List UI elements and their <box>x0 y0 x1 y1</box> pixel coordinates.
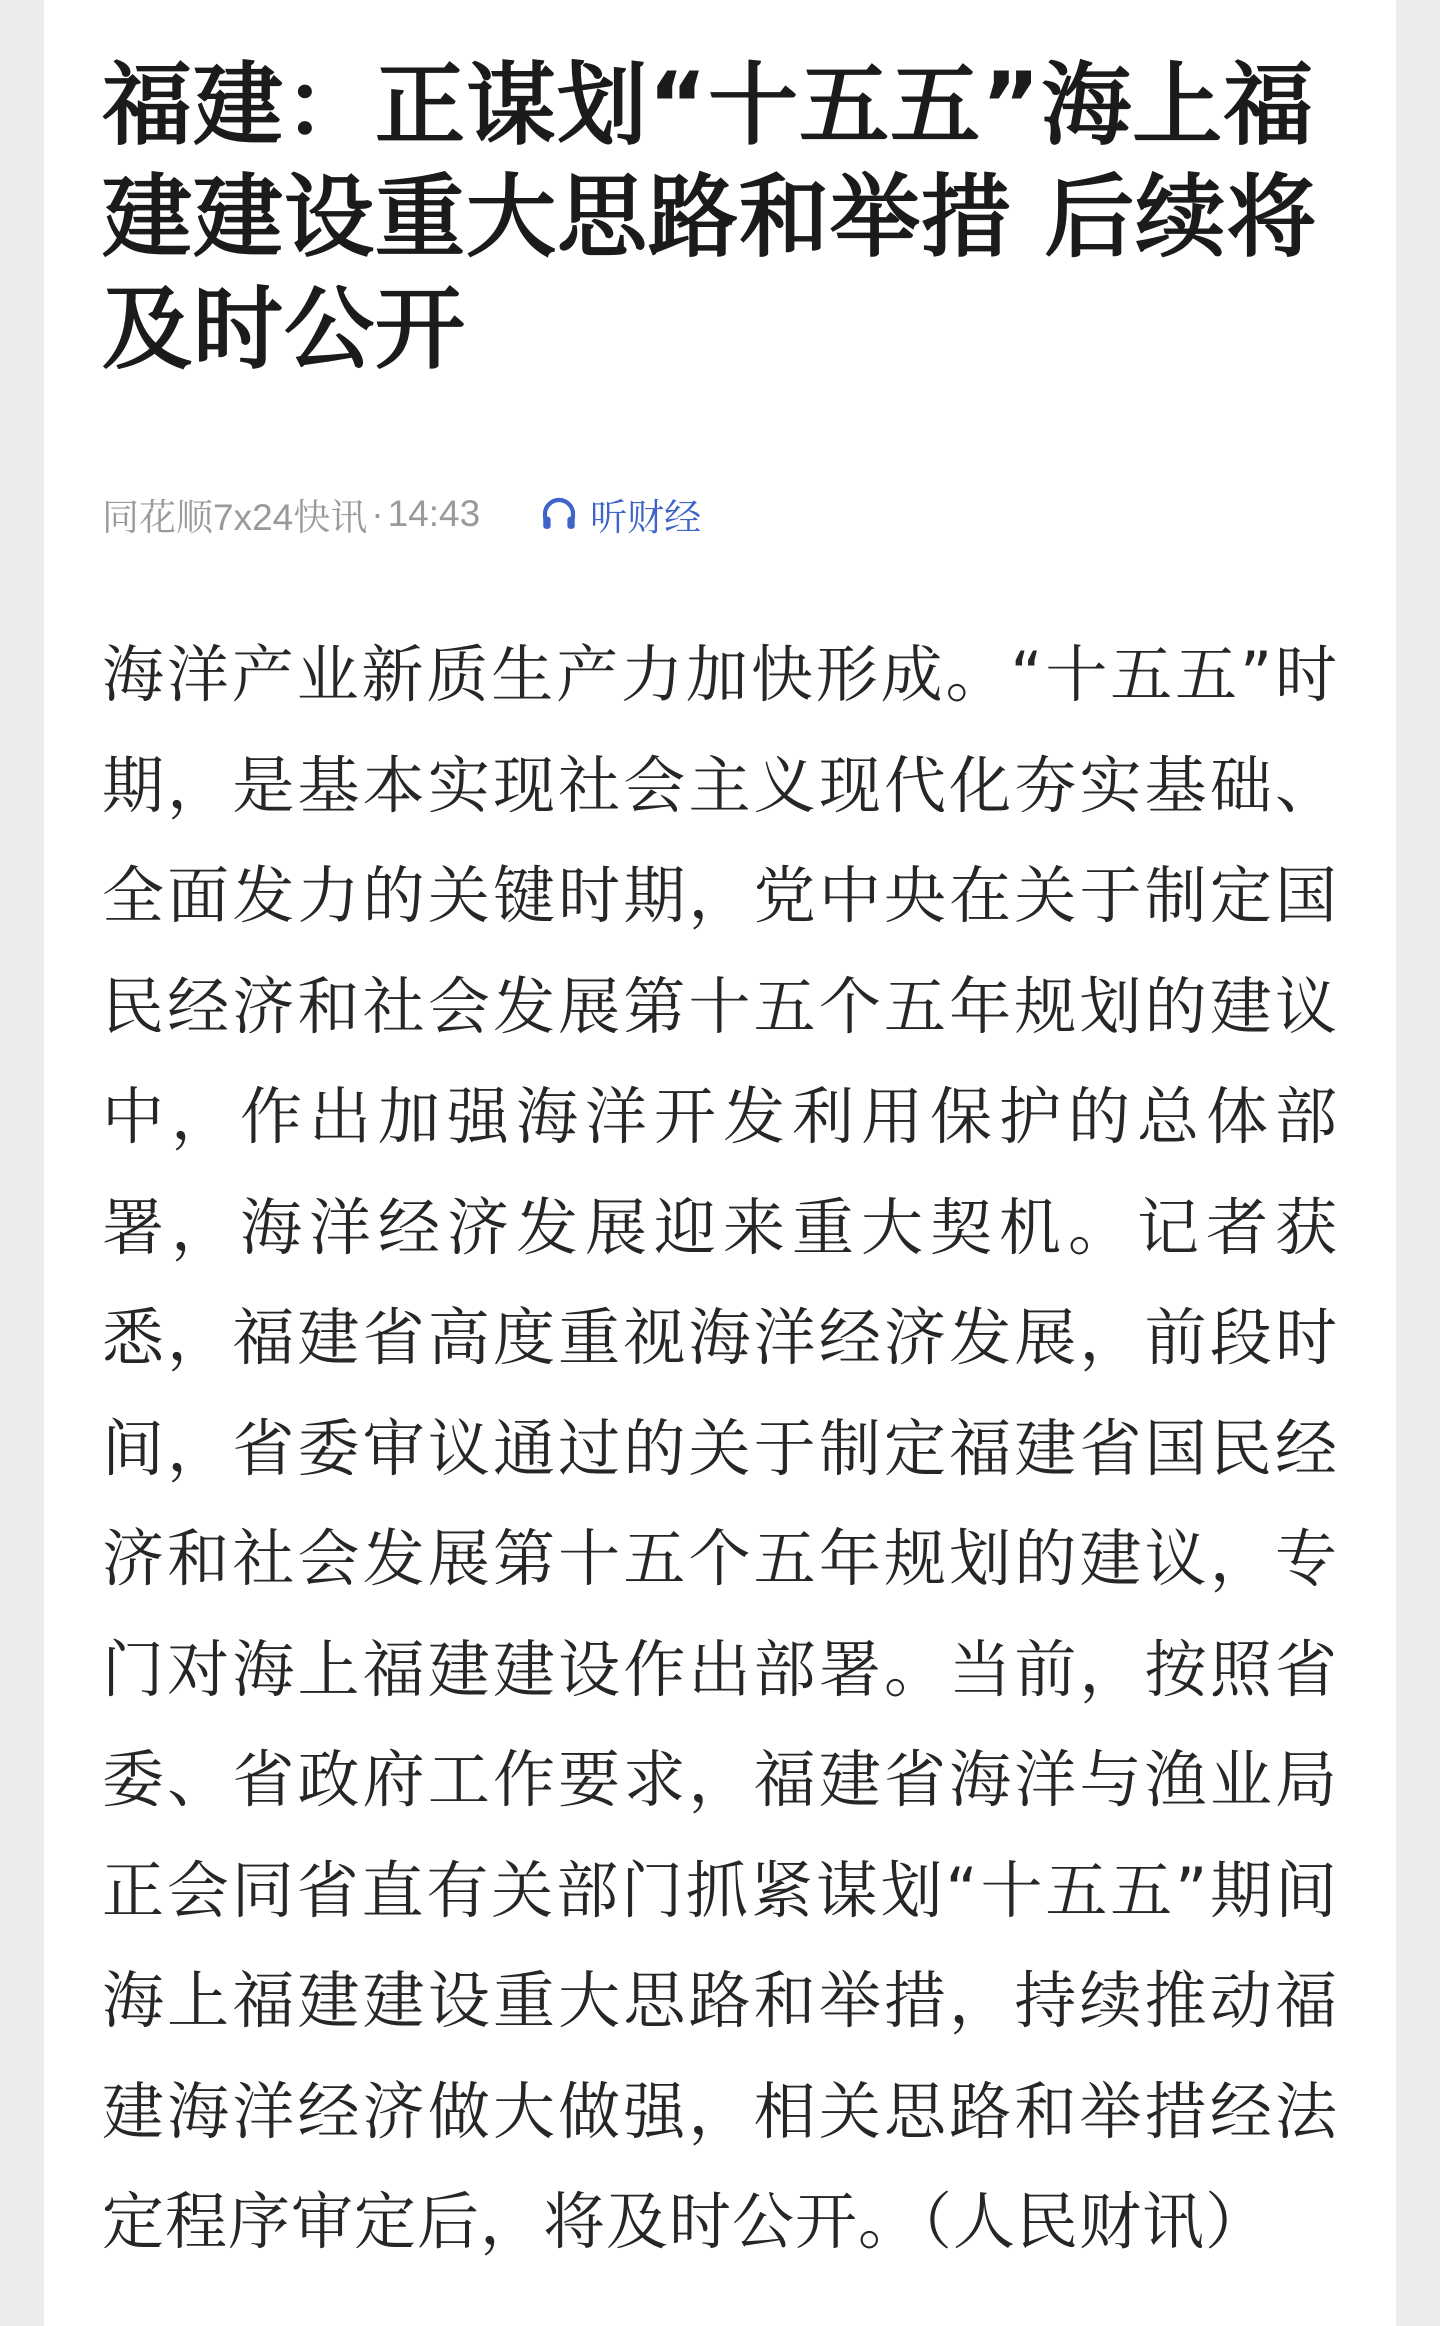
article-time: 14:43 <box>387 493 481 534</box>
listen-audio-button[interactable] <box>538 487 701 541</box>
article-source: 同花顺7x24快讯 <box>102 497 368 538</box>
headphones-icon <box>538 493 580 535</box>
article-body: 海洋产业新质生产力加快形成。“十五五”时期，是基本实现社会主义现代化夯实基础、全面发力的关键时期，党中央在关于制定国民经济和社会发展第十五个五年规划的建议中，作出加强海洋开发利用保护的总体部署，海洋经济发展迎来重大契机。记者获悉，福建省高度重视海洋经济发展，前段时间，省委审议通过的关于制定福建省国民经济和社会发展第十五个五年规划的建议，专门对海上福建建设作出部署。当前，按照省委、省政府工作要求，福建省海洋与渔业局正会同省直有关部门抓紧谋划“十五五”期间海上福建建设重大思路和举措，持续推动福建海洋经济做大做强，相关思路和举措经法定程序审定后，将及时公开。（人民财讯） <box>102 638 1338 2258</box>
article-title: 福建：正谋划“十五五”海上福建建设重大思路和举措 后续将及时公开 <box>102 53 1318 382</box>
news-article <box>44 0 1396 2326</box>
listen-label: 听财经 <box>590 497 702 538</box>
meta-separator: · <box>371 493 384 534</box>
article-meta <box>102 486 1338 542</box>
